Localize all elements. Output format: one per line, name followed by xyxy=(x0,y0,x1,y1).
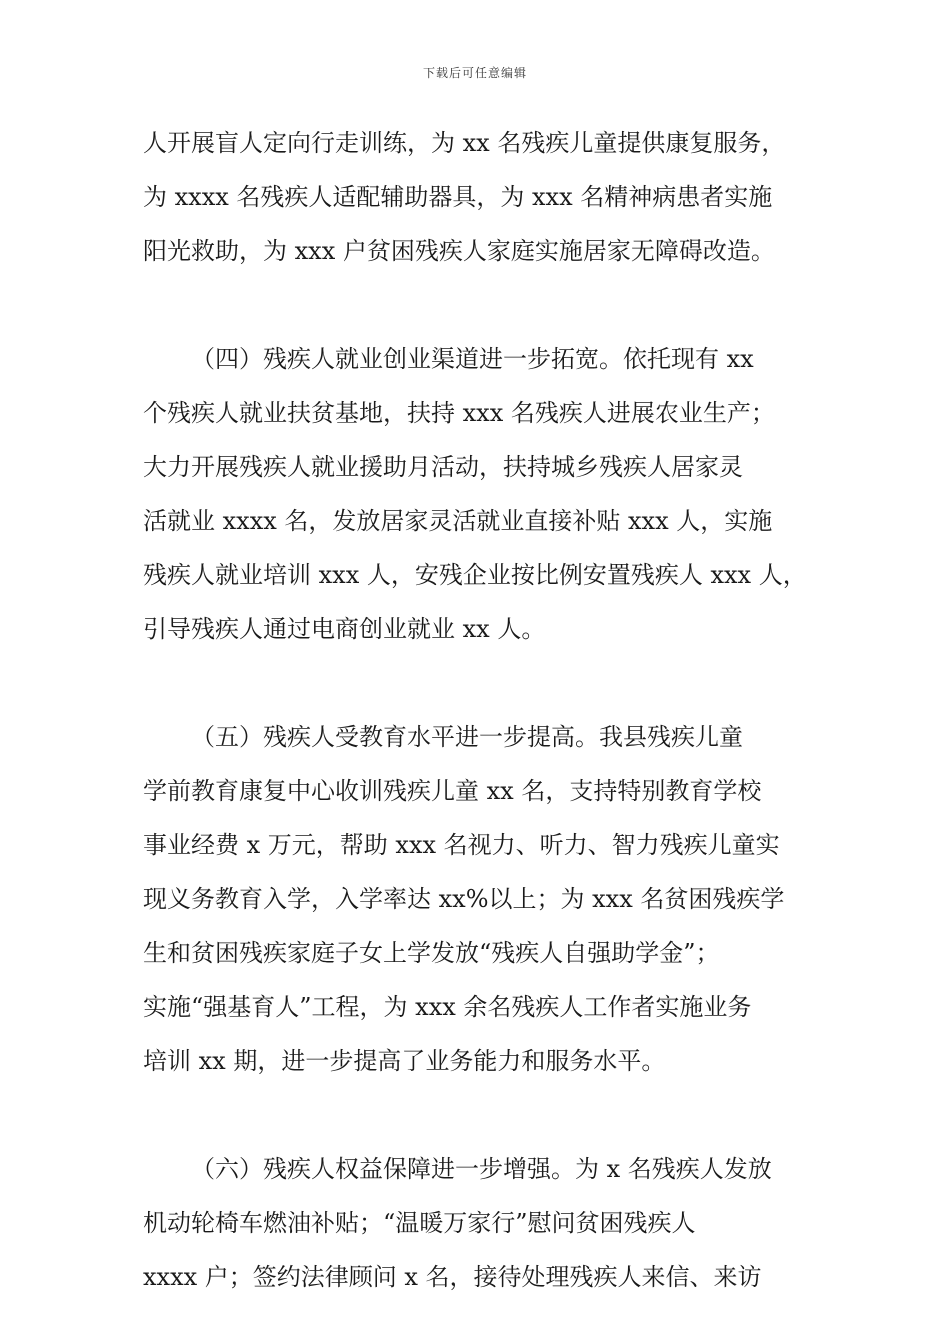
paragraph-1-line-3: 阳光救助，为 xxx 户贫困残疾人家庭实施居家无障碍改造。 xyxy=(143,237,775,265)
paragraph-2-line-6: 引导残疾人通过电商创业就业 xx 人。 xyxy=(143,615,546,643)
paragraph-3-line-4: 现义务教育入学，入学率达 xx%以上；为 xxx 名贫困残疾学 xyxy=(143,885,785,913)
paragraph-1-line-1: 人开展盲人定向行走训练，为 xx 名残疾儿童提供康复服务， xyxy=(143,129,786,157)
paragraph-4-line-1: （六）残疾人权益保障进一步增强。为 x 名残疾人发放 xyxy=(191,1155,772,1183)
paragraph-3-line-3: 事业经费 x 万元，帮助 xxx 名视力、听力、智力残疾儿童实 xyxy=(143,831,780,859)
paragraph-3-line-2: 学前教育康复中心收训残疾儿童 xx 名，支持特别教育学校 xyxy=(143,777,762,805)
page-header-note: 下载后可任意编辑 xyxy=(422,66,527,80)
paragraph-3-line-5: 生和贫困残疾家庭子女上学发放“残疾人自强助学金”； xyxy=(143,939,720,967)
paragraph-4-line-3: xxxx 户；签约法律顾问 x 名，接待处理残疾人来信、来访 xyxy=(143,1263,762,1291)
paragraph-2-line-3: 大力开展残疾人就业援助月活动，扶持城乡残疾人居家灵 xyxy=(143,453,743,481)
paragraph-3-line-1: （五）残疾人受教育水平进一步提高。我县残疾儿童 xyxy=(191,723,743,751)
paragraph-gap xyxy=(143,664,823,718)
paragraph-3-line-7: 培训 xx 期，进一步提高了业务能力和服务水平。 xyxy=(143,1047,666,1075)
paragraph-2-line-1: （四）残疾人就业创业渠道进一步拓宽。依托现有 xx xyxy=(191,345,754,373)
paragraph-3-line-6: 实施“强基育人”工程，为 xxx 余名残疾人工作者实施业务 xyxy=(143,993,752,1021)
paragraph-gap xyxy=(143,1096,823,1150)
paragraph-2-line-4: 活就业 xxxx 名，发放居家灵活就业直接补贴 xxx 人，实施 xyxy=(143,507,773,535)
paragraph-2-line-5: 残疾人就业培训 xxx 人，安残企业按比例安置残疾人 xxx 人， xyxy=(143,561,807,589)
paragraph-2-line-2: 个残疾人就业扶贫基地，扶持 xxx 名残疾人进展农业生产； xyxy=(143,399,775,427)
paragraph-gap xyxy=(143,286,823,340)
paragraph-1-line-2: 为 xxxx 名残疾人适配辅助器具，为 xxx 名精神病患者实施 xyxy=(143,183,773,211)
paragraph-4-line-2: 机动轮椅车燃油补贴；“温暖万家行”慰问贫困残疾人 xyxy=(143,1209,696,1237)
document-body xyxy=(143,124,823,1312)
